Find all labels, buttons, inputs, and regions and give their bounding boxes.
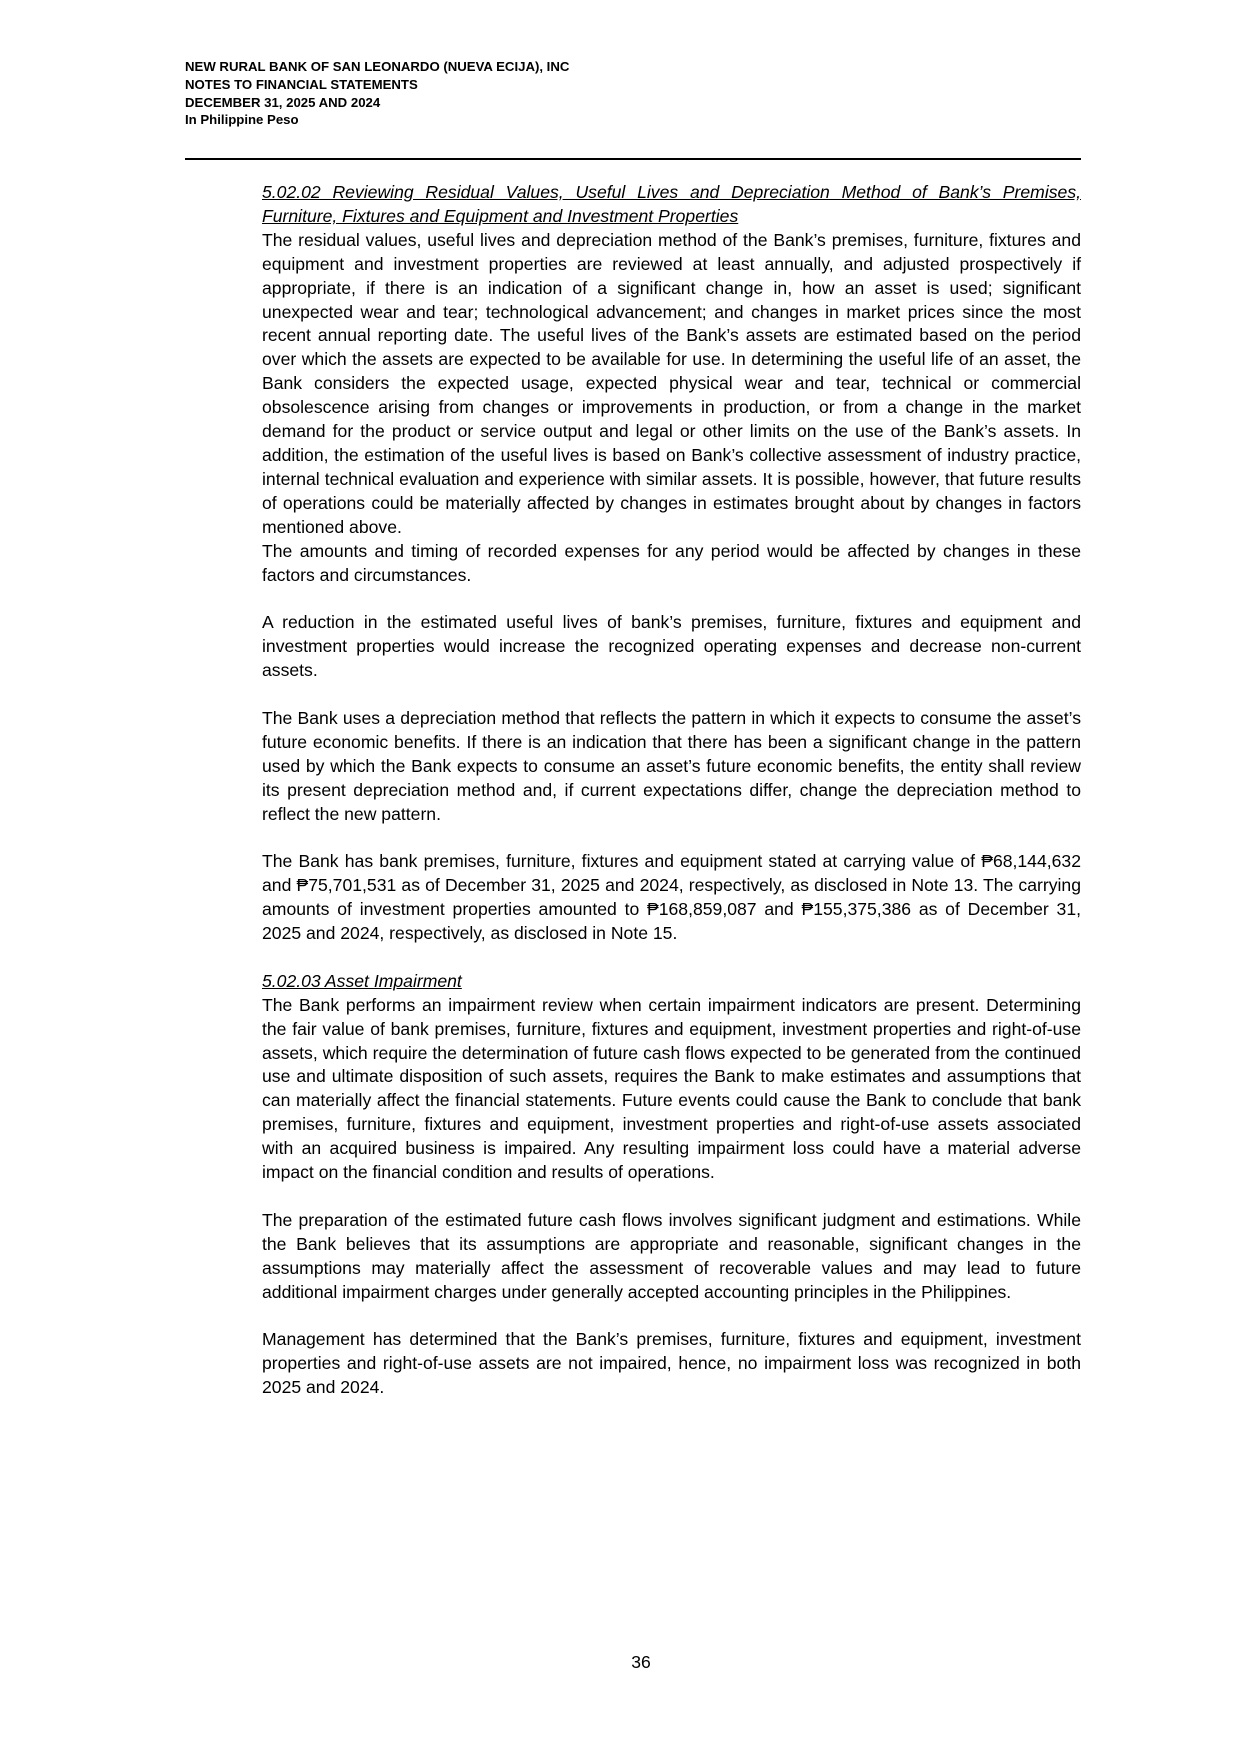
paragraph: The amounts and timing of recorded expenses for any period would be affected by changes in these factors and circumstances. [262,540,1081,585]
section-heading-5-02-03: 5.02.03 Asset Impairment [262,970,462,991]
paragraph: Management has determined that the Bank’s premises, furniture, fixtures and equipment, investment properties and right-of-use assets are not impaired, hence, no impairment loss was recognized in both 2025 and 2024. [262,1329,1081,1398]
currency-note: In Philippine Peso [185,112,299,128]
statement-title: NOTES TO FINANCIAL STATEMENTS [185,76,418,92]
notes-body [262,181,1081,1400]
document-header [185,58,569,129]
statement-period: DECEMBER 31, 2025 AND 2024 [185,94,381,110]
paragraph: The residual values, useful lives and depreciation method of the Bank’s premises, furniture, fixtures and equipment and investment properties are reviewed at least annually, and adjusted prospectively if appropriate, if there is an indication of a significant change in, how an asset is used; significant unexpected wear and tear; technological advancement; and changes in market prices since the most recent annual reporting date. The useful lives of the Bank’s assets are estimated based on the period over which the assets are expected to be available for use. In determining the useful life of an asset, the Bank considers the expected usage, expected physical wear and tear, technical or commercial obsolescence arising from changes or improvements in production, or from a change in the market demand for the product or service output and legal or other limits on the use of the Bank’s assets. In addition, the estimation of the useful lives is based on Bank’s collective assessment of industry practice, internal technical evaluation and experience with similar assets. It is possible, however, that future results of operations could be materially affected by changes in estimates brought about by changes in factors mentioned above. [262,229,1081,537]
paragraph: The Bank has bank premises, furniture, fixtures and equipment stated at carrying value of ₱68,144,632 and ₱75,701,531 as of December 31, 2025 and 2024, respectively, as disclosed in Note 13. The carrying amounts of investment properties amounted to ₱168,859,087 and ₱155,375,386 as of December 31, 2025 and 2024, respectively, as disclosed in Note 15. [262,851,1081,944]
paragraph: The Bank uses a depreciation method that reflects the pattern in which it expects to consume the asset’s future economic benefits. If there is an indication that there has been a significant change in the pattern used by which the Bank expects to consume an asset’s future economic benefits, the entity shall review its present depreciation method and, if current expectations differ, change the depreciation method to reflect the new pattern. [262,707,1081,824]
paragraph: The Bank performs an impairment review when certain impairment indicators are present. Determining the fair value of bank premises, furniture, fixtures and equipment, investment properties and right-of-use assets, which require the determination of future cash flows expected to be generated from the continued use and ultimate disposition of such assets, requires the Bank to make estimates and assumptions that can materially affect the financial statements. Future events could cause the Bank to conclude that bank premises, furniture, fixtures and equipment, investment properties and right-of-use assets associated with an acquired business is impaired. Any resulting impairment loss could have a material adverse impact on the financial condition and results of operations. [262,994,1081,1183]
page-number: 36 [631,1652,651,1672]
paragraph: A reduction in the estimated useful lives of bank’s premises, furniture, fixtures and equipment and investment properties would increase the recognized operating expenses and decrease non-current assets. [262,612,1081,681]
paragraph: The preparation of the estimated future cash flows involves significant judgment and estimations. While the Bank believes that its assumptions are appropriate and reasonable, significant changes in the assumptions may materially affect the assessment of recoverable values and may lead to future additional impairment charges under generally accepted accounting principles in the Philippines. [262,1209,1081,1302]
section-heading-5-02-02: 5.02.02 Reviewing Residual Values, Useful Lives and Depreciation Method of Bank’s Premises, Furniture, Fixtures and Equipment and Investment Properties [262,182,1081,226]
header-divider [185,158,1081,160]
company-name: NEW RURAL BANK OF SAN LEONARDO (NUEVA ECIJA), INC [185,59,570,74]
